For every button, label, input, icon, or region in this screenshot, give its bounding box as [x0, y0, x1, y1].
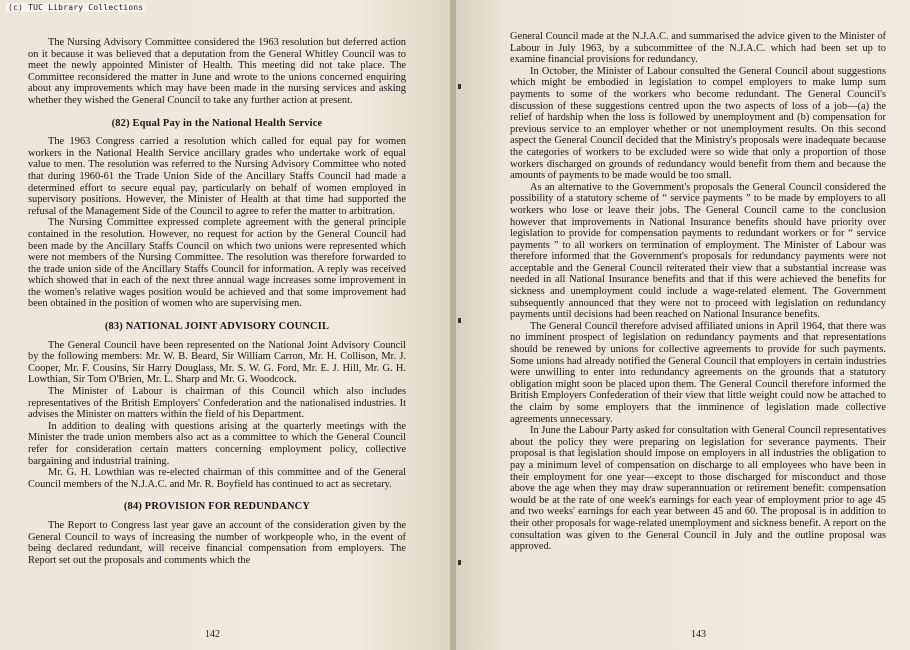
- continued-paragraph: General Council made at the N.J.A.C. and summarised the advice given to the Minister of Labour in July 1963, by a subcommittee of the N.J.A.C. which had been set up to examine financial provisions for redundancy.: [510, 31, 886, 66]
- intro-paragraph: The Nursing Advisory Committee considered the 1963 resolution but deferred action on it because it was believed that a deputation from the General Whitley Council was to meet the newly appointed Minister of Health. This meeting did not take place. The Committee reconsidered the matter in June and wrote to the unions concerned enquiring about any improvements which may have been made in the nursing services and asking whether they wished the General Council to take any further action at present.: [28, 37, 406, 106]
- section-82-heading: (82) Equal Pay in the National Health Service: [111, 117, 323, 129]
- binding-mark: [458, 318, 461, 323]
- left-page: [0, 0, 450, 650]
- right-page: [456, 0, 910, 650]
- binding-mark: [458, 84, 461, 89]
- section-83-paragraph-3: In addition to dealing with questions arising at the quarterly meetings with the Minister the trade union members also act as a committee to which the General Council refer for consideration certain matters concerning employment policy, collective bargaining and industrial training.: [28, 420, 406, 467]
- page-number-left: 142: [205, 629, 220, 640]
- right-paragraph-2: As an alternative to the Government's proposals the General Council considered the possibility of a statutory scheme of “ service payments ” to be made by employers to all workers who lose or leave their jobs. The General Council came to the conclusion however that improvements in National Insurance benefits should have priority over legislation to provide for compensation payments to redundant workers or for “ service payments ” to all workers on termination of employment. The Minister of Labour was therefore informed that the Government's proposals for redundancy payments were not acceptable and the General Council reiterated their view that a substantial increase was needed in all National Insurance benefits and that if this were achieved the benefits for sickness and unemployment could include a wage-related element. The Government subsequently announced that they were not to proceed with legislation on redundancy payments until decisions had been reached on National Insurance benefits.: [510, 181, 886, 321]
- page-number-right: 143: [691, 629, 706, 640]
- section-83-paragraph-4: Mr. G. H. Lowthian was re-elected chairman of this committee and of the General Council members of the N.J.A.C. and Mr. R. Boyfield has continued to act as secretary.: [28, 467, 406, 490]
- binding-mark: [458, 560, 461, 565]
- right-paragraph-3: The General Council therefore advised affiliated unions in April 1964, that there was no imminent prospect of legislation on redundancy payments and that representations should be renewed by unions for collective agreements to provide for such payments. Some unions had already notified the General Council that employers in certain industries were unwilling to enter into redundancy agreements on the grounds that a statutory obligation might soon be placed upon them. The General Council therefore informed the British Employers Confederation of their view that little weight could now be attached to the claim by some employers that the imminence of legislation made collective agreements unnecessary.: [510, 320, 886, 425]
- watermark: (c) TUC Library Collections: [8, 3, 144, 12]
- section-84-paragraph-1: The Report to Congress last year gave an account of the consideration given by the General Council to ways of increasing the number of workpeople who, in the event of being declared redundant, will receive financial compensation from employers. The Report set out the proposals and comments which the: [28, 519, 406, 566]
- section-83-paragraph-2: The Minister of Labour is chairman of this Council which also includes representatives of the British Employers' Confederation and the nationalised industries. It advises the Minister on matters within the field of his Department.: [28, 386, 406, 421]
- left-text-column: [28, 37, 406, 566]
- right-paragraph-4: In June the Labour Party asked for consultation with General Council representatives about the policy they were preparing on legislation for severance payments. Their proposal is that legislation should impose on employers in all industries the obligation to pay a minimum level of compensation on discharge to all employees who have been in their employment for one year—except to those discharged for misconduct and those above the age when they may draw superannuation or retirement benefit: compensation would be at the rate of one week's earnings for each year of employment prior to age 45 and two weeks' earnings for each year between 45 and 60. The proposal is in addition to their other proposals for wage-related unemployment and sickness benefit. A report on the consultation was given to the General Council in July and the outline proposal was approved.: [510, 425, 886, 553]
- right-paragraph-1: In October, the Minister of Labour consulted the General Council about suggestions which might be embodied in legislation to compel employers to make lump sum payments to some of the workers who become redundant. The General Council's discussion of these suggestions centred upon the two aspects of loss of a job—(a) the relief of hardship when the loss is followed by unemployment and (b) compensation for previous service to an employer whether or not unemployment results. On this second aspect the General Council decided that the Ministry's proposals were inadequate because the categories of workers to be excluded were so wide that only a proportion of those workers discharged on grounds of redundancy would benefit from them and because the amounts of payments to be made would be too small.: [510, 65, 886, 182]
- section-82-paragraph-1: The 1963 Congress carried a resolution which called for equal pay for women workers in the National Health Service ancillary grades who undertake work of equal value to men. The resolution was referred to the Nursing Advisory Committee who noted that during 1960-61 the Trade Union Side of the Ancillary Staffs Council had made a determined effort to secure equal pay, particularly on behalf of women employed in supervisory positions. However, the Minister of Health at that time had supported the refusal of the Management Side of the Council to agree to refer the matter to arbitration.: [28, 136, 406, 217]
- section-83-heading: (83) NATIONAL JOINT ADVISORY COUNCIL: [104, 321, 330, 333]
- section-83-paragraph-1: The General Council have been represented on the National Joint Advisory Council by the following members: Mr. W. B. Beard, Sir William Carron, Mr. H. Collison, Mr. J. Cooper, Mr. F. Cousins, Sir Harry Douglass, Mr. S. W. G. Ford, Mr. E. J. Hill, Mr. G. H. Lowthian, Sir Tom O'Brien, Mr. L. Sharp and Mr. G. Woodcock.: [28, 339, 406, 386]
- section-84-heading: (84) PROVISION FOR REDUNDANCY: [123, 501, 311, 513]
- section-82-paragraph-2: The Nursing Committee expressed complete agreement with the general principle contained in the resolution. However, no request for action by the General Council had been made by the Ancillary Staffs Council on which two unions were represented which were not members of the Nursing Committee. The resolution was therefore forwarded to the trade union side of the Ancillary Staffs Council for information. A reply was received which showed that in each of the next three annual wage increases some improvement in the women's relative wages position would be achieved and that some improvement had been obtained in the position of women who are supervising men.: [28, 217, 406, 310]
- right-text-column: [510, 31, 886, 553]
